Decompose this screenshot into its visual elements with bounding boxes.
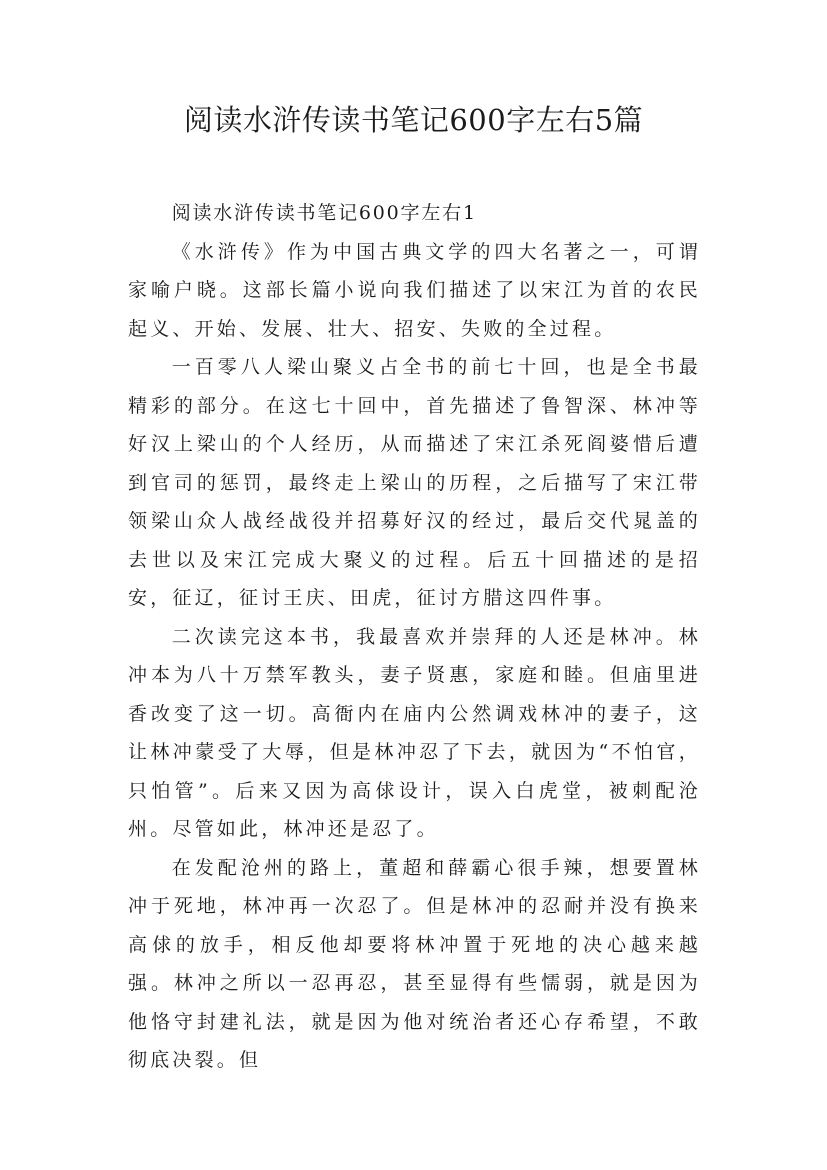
paragraph-2: 一百零八人梁山聚义占全书的前七十回，也是全书最精彩的部分。在这七十回中，首先描述了鲁智深、林冲等好汉上梁山的个人经历，从而描述了宋江杀死阎婆惜后遭到官司的惩罚，最终走上梁山的历程，之后描写了宋江带领梁山众人战经战役并招募好汉的经过，最后交代晁盖的去世以及宋江完成大聚义的过程。后五十回描述的是招安，征辽，征讨王庆、田虎，征讨方腊这四件事。: [128, 356, 701, 609]
paragraph-1: 《水浒传》作为中国古典文学的四大名著之一，可谓家喻户晓。这部长篇小说向我们描述了以宋江为首的农民起义、开始、发展、壮大、招安、失败的全过程。: [128, 240, 701, 340]
paragraph-3: 二次读完这本书，我最喜欢并崇拜的人还是林冲。林冲本为八十万禁军教头，妻子贤惠，家庭和睦。但庙里进香改变了这一切。高衙内在庙内公然调戏林冲的妻子，这让林冲蒙受了大辱，但是林冲忍了下去，就因为“不怕官，只怕管”。后来又因为高俅设计，误入白虎堂，被刺配沧州。尽管如此，林冲还是忍了。: [128, 625, 701, 840]
document-title: 阅读水浒传读书笔记600字左右5篇: [183, 103, 644, 137]
section-subtitle: 阅读水浒传读书笔记600字左右1: [171, 202, 477, 224]
paragraph-4: 在发配沧州的路上，董超和薛霸心很手辣，想要置林冲于死地，林冲再一次忍了。但是林冲的忍耐并没有换来高俅的放手，相反他却要将林冲置于死地的决心越来越强。林冲之所以一忍再忍，甚至显得有些懦弱，就是因为他恪守封建礼法，就是因为他对统治者还心存希望，不敢彻底决裂。但: [128, 856, 701, 1071]
document-body: [128, 194, 701, 1080]
